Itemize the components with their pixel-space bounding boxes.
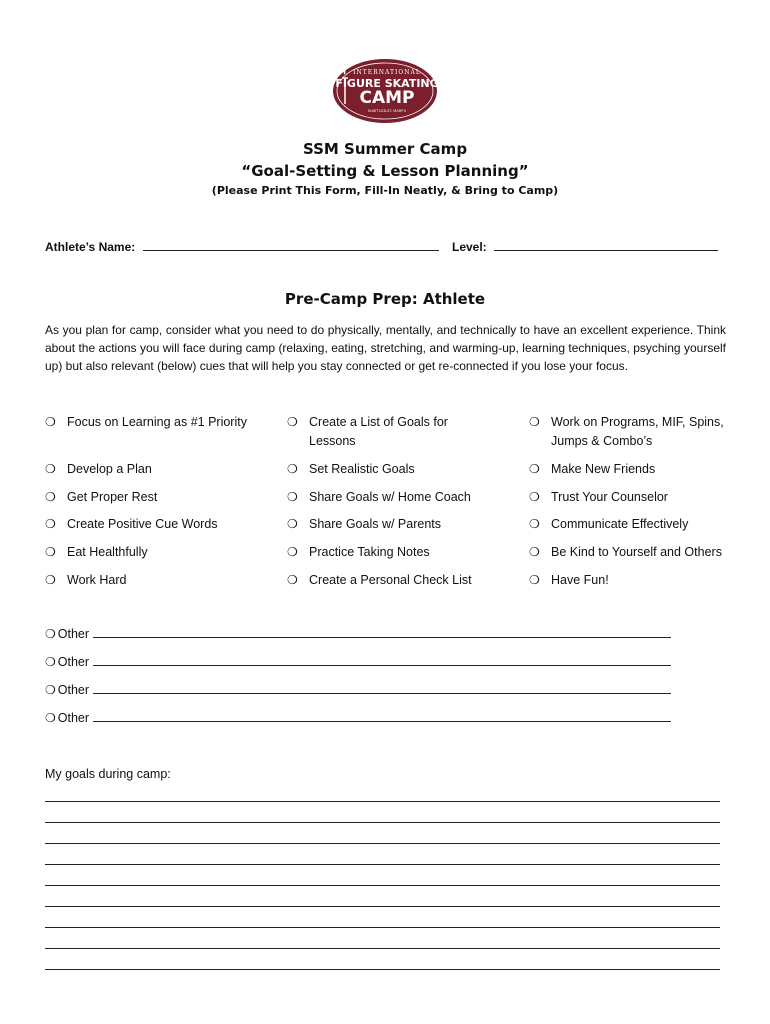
checkbox-icon[interactable]: ❍ xyxy=(45,545,56,559)
level-line[interactable] xyxy=(494,240,718,251)
checkbox-icon[interactable]: ❍ xyxy=(529,573,540,587)
checkbox-icon[interactable]: ❍ xyxy=(45,711,56,725)
goal-writing-line[interactable] xyxy=(45,969,720,970)
checkbox-icon[interactable]: ❍ xyxy=(45,573,56,587)
checklist-item[interactable]: ❍ Share Goals w/ Home Coach xyxy=(287,488,497,507)
page-subtitle: “Goal-Setting & Lesson Planning” xyxy=(241,162,529,180)
other-line[interactable] xyxy=(93,683,671,694)
checklist-item[interactable]: ❍ Focus on Learning as #1 Priority xyxy=(45,413,255,432)
section-title: Pre-Camp Prep: Athlete xyxy=(284,290,486,308)
checklist-item[interactable]: ❍ Develop a Plan xyxy=(45,460,255,479)
checklist-item[interactable]: ❍ Be Kind to Yourself and Others xyxy=(529,543,759,562)
logo-line1: INTERNATIONAL xyxy=(353,69,421,76)
other-item[interactable]: ❍ Other xyxy=(45,683,671,697)
goal-writing-line[interactable] xyxy=(45,864,720,865)
other-line[interactable] xyxy=(93,655,671,666)
other-line[interactable] xyxy=(93,711,671,722)
checkbox-icon[interactable]: ❍ xyxy=(45,415,56,429)
checklist-item[interactable]: ❍ Set Realistic Goals xyxy=(287,460,497,479)
checklist-item[interactable]: ❍ Trust Your Counselor xyxy=(529,488,739,507)
checklist-item[interactable]: ❍ Work on Programs, MIF, Spins, Jumps & Combo’s xyxy=(529,415,724,448)
other-line[interactable] xyxy=(93,627,671,638)
checkbox-icon[interactable]: ❍ xyxy=(45,683,56,697)
checkbox-icon[interactable]: ❍ xyxy=(45,517,56,531)
checkbox-icon[interactable]: ❍ xyxy=(287,517,298,531)
checkbox-icon[interactable]: ❍ xyxy=(529,517,540,531)
athlete-name-line[interactable] xyxy=(143,240,439,251)
checklist-item[interactable]: ❍ Share Goals w/ Parents xyxy=(287,515,497,534)
checkbox-icon[interactable]: ❍ xyxy=(529,415,540,429)
checkbox-icon[interactable]: ❍ xyxy=(529,490,540,504)
checkbox-icon[interactable]: ❍ xyxy=(529,545,540,559)
checkbox-icon[interactable]: ❍ xyxy=(287,462,298,476)
camp-logo xyxy=(331,58,439,124)
checkbox-icon[interactable]: ❍ xyxy=(287,490,298,504)
logo-line4: SHATTUCK-ST. MARY'S xyxy=(367,109,407,113)
logo-line3: CAMP xyxy=(359,88,415,108)
goal-writing-line[interactable] xyxy=(45,843,720,844)
checkbox-icon[interactable]: ❍ xyxy=(287,573,298,587)
other-item[interactable]: ❍ Other xyxy=(45,655,671,669)
goal-writing-line[interactable] xyxy=(45,822,720,823)
athlete-name-label: Athlete’s Name: xyxy=(45,240,136,254)
intro-paragraph: As you plan for camp, consider what you need to do physically, mentally, and technically to have an excellent experience. Think about the actions you will face during camp (relaxing, eating, stretching, and warming-up, learning techniques, psyching yourself up) but also relevant (below) cues that will help you stay connected or get re-connected if you lose your focus. xyxy=(45,323,726,373)
checkbox-icon[interactable]: ❍ xyxy=(45,655,56,669)
checklist-item[interactable]: ❍ Practice Taking Notes xyxy=(287,543,497,562)
checklist-item[interactable]: ❍ Make New Friends xyxy=(529,460,739,479)
checkbox-icon[interactable]: ❍ xyxy=(45,627,56,641)
goal-writing-line[interactable] xyxy=(45,927,720,928)
goal-writing-line[interactable] xyxy=(45,906,720,907)
checklist-item[interactable]: ❍ Create Positive Cue Words xyxy=(45,515,255,534)
checklist-item[interactable]: ❍ Communicate Effectively xyxy=(529,515,739,534)
goals-label: My goals during camp: xyxy=(45,767,171,781)
level-label: Level: xyxy=(452,240,487,254)
goal-writing-line[interactable] xyxy=(45,801,720,802)
other-item[interactable]: ❍ Other xyxy=(45,711,671,725)
checklist-item[interactable]: ❍ Get Proper Rest xyxy=(45,488,255,507)
logo-line2: FIGURE SKATING xyxy=(335,77,439,90)
page-title: SSM Summer Camp xyxy=(302,140,468,158)
checklist-item[interactable]: ❍ Work Hard xyxy=(45,571,255,590)
checkbox-icon[interactable]: ❍ xyxy=(287,545,298,559)
athlete-name-field[interactable] xyxy=(45,240,439,254)
other-item[interactable]: ❍ Other xyxy=(45,627,671,641)
checklist-item[interactable]: ❍ Create a Personal Check List xyxy=(287,571,497,590)
checkbox-icon[interactable]: ❍ xyxy=(529,462,540,476)
checkbox-icon[interactable]: ❍ xyxy=(45,462,56,476)
checkbox-icon[interactable]: ❍ xyxy=(287,415,298,429)
goal-writing-line[interactable] xyxy=(45,885,720,886)
checklist-item[interactable]: ❍ Have Fun! xyxy=(529,571,739,590)
level-field[interactable] xyxy=(452,240,718,254)
checklist-item[interactable]: ❍ Eat Healthfully xyxy=(45,543,255,562)
form-instructions: (Please Print This Form, Fill-In Neatly, & Bring to Camp) xyxy=(211,184,559,197)
goal-writing-line[interactable] xyxy=(45,948,720,949)
checkbox-icon[interactable]: ❍ xyxy=(45,490,56,504)
checklist-item[interactable]: ❍ Create a List of Goals for Lessons xyxy=(287,415,448,448)
